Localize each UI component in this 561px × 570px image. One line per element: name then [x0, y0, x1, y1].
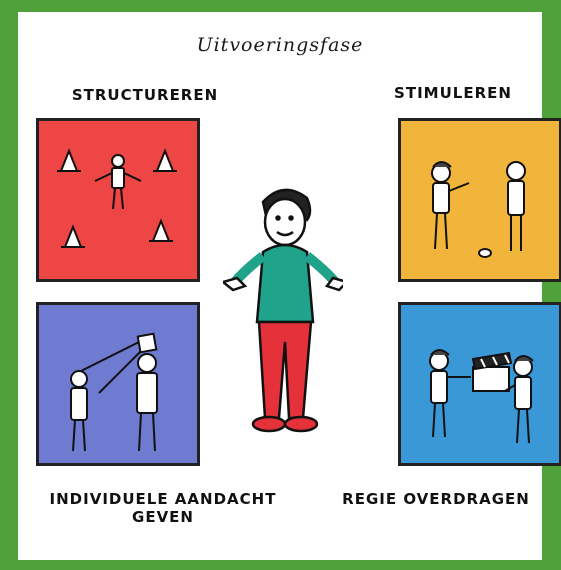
right-shoe-icon	[285, 417, 317, 431]
bucket-icon	[138, 334, 157, 353]
panel-regie-overdragen	[398, 302, 561, 466]
structureren-background	[39, 121, 197, 279]
stimuleren-illustration	[401, 121, 559, 279]
label-regie-overdragen: REGIE OVERDRAGEN	[342, 490, 530, 508]
diagram-canvas	[18, 12, 542, 560]
regie-illustration	[401, 305, 559, 463]
label-structureren: STRUCTUREREN	[71, 86, 219, 104]
individuele-background	[39, 305, 197, 463]
page-title: Uitvoeringsfase	[196, 34, 364, 56]
panel-structureren	[36, 118, 200, 282]
left-shoe-icon	[253, 417, 285, 431]
label-stimuleren: STIMULEREN	[394, 84, 512, 102]
clapperboard-icon	[473, 353, 511, 391]
face-icon	[265, 199, 305, 245]
structureren-illustration	[39, 121, 197, 279]
coach-character-icon	[223, 190, 343, 431]
center-coach-figure	[223, 182, 343, 442]
panel-individuele-aandacht-geven	[36, 302, 200, 466]
pants-icon	[259, 322, 311, 418]
label-individuele-aandacht-geven: INDIVIDUELE AANDACHT GEVEN	[49, 490, 277, 526]
panel-stimuleren	[398, 118, 561, 282]
shirt-icon	[257, 245, 313, 322]
ball-icon	[479, 249, 491, 257]
individuele-illustration	[39, 305, 197, 463]
